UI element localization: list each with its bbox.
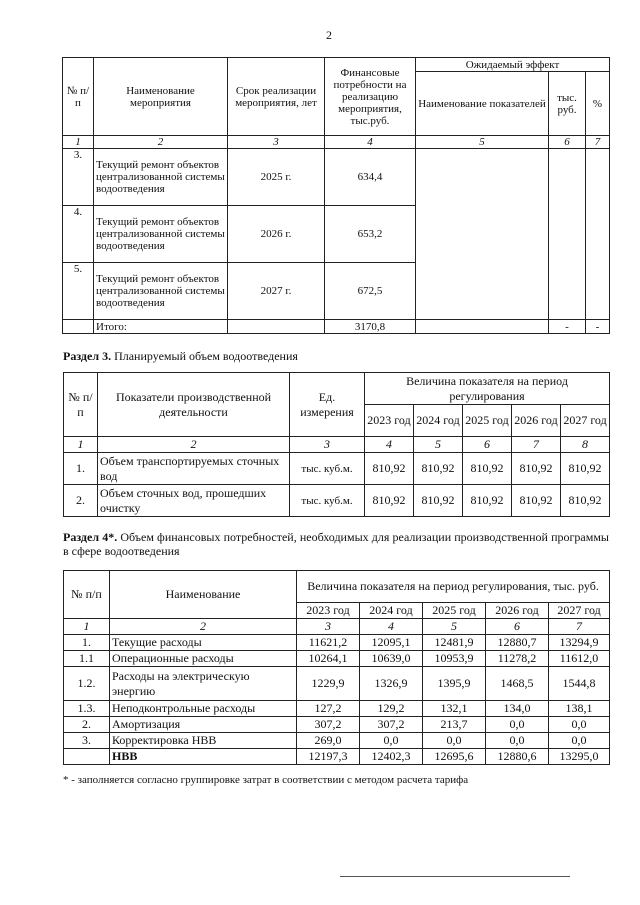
row-value: 810,92 xyxy=(365,453,414,485)
row-year: 2027 г. xyxy=(228,263,325,320)
col-number: 4 xyxy=(365,437,414,453)
col-number: 1 xyxy=(63,136,94,149)
header-period: Величина показателя на период регулирования, тыс. руб. xyxy=(297,571,610,603)
row-pct-empty xyxy=(586,206,610,263)
row-value: 127,2 xyxy=(297,701,360,717)
section4-title-text: Объем финансовых потребностей, необходимых для реализации производственной программы в сфере водоотведения xyxy=(63,530,609,558)
col-number: 3 xyxy=(228,136,325,149)
wastewater-volume-table xyxy=(63,372,610,517)
table-row xyxy=(64,635,610,651)
row-value: 10264,1 xyxy=(297,651,360,667)
row-value: 0,0 xyxy=(423,733,486,749)
row-value: 1229,9 xyxy=(297,667,360,701)
row-name: Амортизация xyxy=(110,717,297,733)
col-number: 5 xyxy=(416,136,549,149)
header-year: 2025 год xyxy=(463,405,512,437)
table-row xyxy=(64,701,610,717)
row-finance-value: 634,4 xyxy=(325,149,416,206)
row-indicator-name: Объем транспортируемых сточных вод xyxy=(98,453,290,485)
row-value: 13294,9 xyxy=(549,635,610,651)
row-unit: тыс. куб.м. xyxy=(290,453,365,485)
row-value: 10953,9 xyxy=(423,651,486,667)
row-value: 1395,9 xyxy=(423,667,486,701)
header-term: Срок реализации мероприятия, лет xyxy=(228,58,325,136)
row-num: 2. xyxy=(64,485,98,517)
column-numbers-row xyxy=(63,136,610,149)
row-pct-empty xyxy=(586,263,610,320)
total-value: 3170,8 xyxy=(325,320,416,334)
row-num: 3. xyxy=(64,733,110,749)
col-number: 4 xyxy=(325,136,416,149)
col-number: 3 xyxy=(290,437,365,453)
row-num: 5. xyxy=(63,263,94,320)
row-value: 12880,6 xyxy=(486,749,549,765)
col-number: 7 xyxy=(512,437,561,453)
col-number: 2 xyxy=(94,136,228,149)
col-number: 6 xyxy=(549,136,586,149)
row-name: Операционные расходы xyxy=(110,651,297,667)
row-measure-name: Текущий ремонт объектов централизованной системы водоотведения xyxy=(94,263,228,320)
col-number: 1 xyxy=(64,437,98,453)
header-year: 2027 год xyxy=(549,603,610,619)
row-value: 0,0 xyxy=(360,733,423,749)
measures-table xyxy=(62,57,610,334)
row-value: 0,0 xyxy=(549,717,610,733)
row-value: 1468,5 xyxy=(486,667,549,701)
header-year: 2026 год xyxy=(486,603,549,619)
col-number: 5 xyxy=(423,619,486,635)
total-num-empty xyxy=(63,320,94,334)
col-number: 8 xyxy=(561,437,610,453)
nvv-total-row xyxy=(64,749,610,765)
header-thousand-rub: тыс. руб. xyxy=(549,72,586,136)
row-num: 1.1 xyxy=(64,651,110,667)
column-numbers-row xyxy=(64,437,610,453)
row-finance-value: 672,5 xyxy=(325,263,416,320)
row-rub-empty xyxy=(549,263,586,320)
section3-title-text: Планируемый объем водоотведения xyxy=(111,349,298,363)
col-number: 3 xyxy=(297,619,360,635)
row-value: 11278,2 xyxy=(486,651,549,667)
row-finance-value: 653,2 xyxy=(325,206,416,263)
header-year: 2027 год xyxy=(561,405,610,437)
col-number: 7 xyxy=(549,619,610,635)
row-value: 213,7 xyxy=(423,717,486,733)
row-value: 810,92 xyxy=(512,485,561,517)
row-value: 12095,1 xyxy=(360,635,423,651)
table-row xyxy=(64,667,610,701)
row-value: 307,2 xyxy=(360,717,423,733)
row-pct-empty xyxy=(586,149,610,206)
row-rub-empty xyxy=(549,206,586,263)
header-year: 2024 год xyxy=(360,603,423,619)
row-name: Текущие расходы xyxy=(110,635,297,651)
footnote: * - заполняется согласно группировке затрат в соответствии с методом расчета тарифа xyxy=(63,774,469,786)
total-label: Итого: xyxy=(94,320,228,334)
header-name: Наименование xyxy=(110,571,297,619)
header-indicator-name: Наименование показателей xyxy=(416,72,549,136)
header-num: № п/п xyxy=(63,58,94,136)
total-pct: - xyxy=(586,320,610,334)
table-row xyxy=(64,651,610,667)
page-number: 2 xyxy=(326,28,332,42)
row-value: 10639,0 xyxy=(360,651,423,667)
row-value: 12695,6 xyxy=(423,749,486,765)
header-period: Величина показателя на период регулирования xyxy=(365,373,610,405)
row-value: 12481,9 xyxy=(423,635,486,651)
row-name: Корректировка НВВ xyxy=(110,733,297,749)
total-indicator-empty xyxy=(416,320,549,334)
row-value: 12197,3 xyxy=(297,749,360,765)
header-year: 2023 год xyxy=(365,405,414,437)
total-rub: - xyxy=(549,320,586,334)
header-expected-effect: Ожидаемый эффект xyxy=(416,58,610,72)
financial-needs-table xyxy=(63,570,610,765)
row-value: 269,0 xyxy=(297,733,360,749)
row-value: 12880,7 xyxy=(486,635,549,651)
row-value: 1326,9 xyxy=(360,667,423,701)
row-num: 1. xyxy=(64,635,110,651)
bottom-rule xyxy=(340,876,570,877)
row-num: 1.2. xyxy=(64,667,110,701)
header-num: № п/п xyxy=(64,571,110,619)
row-indicator-empty xyxy=(416,149,549,320)
row-num: 1.3. xyxy=(64,701,110,717)
total-term-empty xyxy=(228,320,325,334)
row-value: 129,2 xyxy=(360,701,423,717)
row-num: 2. xyxy=(64,717,110,733)
section4-title-number: Раздел 4*. xyxy=(63,530,118,544)
row-rub-empty xyxy=(549,149,586,206)
row-value: 132,1 xyxy=(423,701,486,717)
row-indicator-name: Объем сточных вод, прошедших очистку xyxy=(98,485,290,517)
section3-title xyxy=(63,349,609,364)
column-numbers-row xyxy=(64,619,610,635)
table-row xyxy=(64,733,610,749)
row-value: 810,92 xyxy=(463,453,512,485)
col-number: 1 xyxy=(64,619,110,635)
row-value: 13295,0 xyxy=(549,749,610,765)
table-row xyxy=(64,485,610,517)
row-value: 810,92 xyxy=(561,453,610,485)
header-measure-name: Наименование мероприятия xyxy=(94,58,228,136)
row-value: 810,92 xyxy=(512,453,561,485)
table-row xyxy=(64,717,610,733)
row-year: 2026 г. xyxy=(228,206,325,263)
row-value: 12402,3 xyxy=(360,749,423,765)
header-year: 2023 год xyxy=(297,603,360,619)
row-num: 3. xyxy=(63,149,94,206)
col-number: 7 xyxy=(586,136,610,149)
section3-title-number: Раздел 3. xyxy=(63,349,112,363)
header-num: № п/п xyxy=(64,373,98,437)
row-year: 2025 г. xyxy=(228,149,325,206)
row-value: 1544,8 xyxy=(549,667,610,701)
total-row xyxy=(63,320,610,334)
header-year: 2026 год xyxy=(512,405,561,437)
row-value: 11612,0 xyxy=(549,651,610,667)
row-value: 810,92 xyxy=(414,453,463,485)
row-name: Расходы на электрическую энергию xyxy=(110,667,297,701)
row-num: 1. xyxy=(64,453,98,485)
table-row xyxy=(64,453,610,485)
row-measure-name: Текущий ремонт объектов централизованной системы водоотведения xyxy=(94,206,228,263)
header-indicator: Показатели производственной деятельности xyxy=(98,373,290,437)
section4-title xyxy=(63,530,609,558)
col-number: 4 xyxy=(360,619,423,635)
col-number: 6 xyxy=(486,619,549,635)
row-value: 11621,2 xyxy=(297,635,360,651)
header-percent: % xyxy=(586,72,610,136)
col-number: 2 xyxy=(98,437,290,453)
header-finance: Финансовые потребности на реализацию мероприятия, тыс.руб. xyxy=(325,58,416,136)
row-value: 307,2 xyxy=(297,717,360,733)
col-number: 2 xyxy=(110,619,297,635)
header-year: 2024 год xyxy=(414,405,463,437)
row-value: 810,92 xyxy=(365,485,414,517)
row-name: НВВ xyxy=(110,749,297,765)
col-number: 5 xyxy=(414,437,463,453)
row-value: 810,92 xyxy=(414,485,463,517)
row-unit: тыс. куб.м. xyxy=(290,485,365,517)
row-value: 810,92 xyxy=(463,485,512,517)
row-value: 0,0 xyxy=(486,733,549,749)
table-row xyxy=(63,149,610,206)
row-name: Неподконтрольные расходы xyxy=(110,701,297,717)
row-value: 134,0 xyxy=(486,701,549,717)
row-value: 810,92 xyxy=(561,485,610,517)
row-value: 0,0 xyxy=(486,717,549,733)
header-year: 2025 год xyxy=(423,603,486,619)
row-value: 138,1 xyxy=(549,701,610,717)
col-number: 6 xyxy=(463,437,512,453)
row-measure-name: Текущий ремонт объектов централизованной системы водоотведения xyxy=(94,149,228,206)
row-num: 4. xyxy=(63,206,94,263)
row-value: 0,0 xyxy=(549,733,610,749)
header-unit: Ед. измерения xyxy=(290,373,365,437)
row-num xyxy=(64,749,110,765)
